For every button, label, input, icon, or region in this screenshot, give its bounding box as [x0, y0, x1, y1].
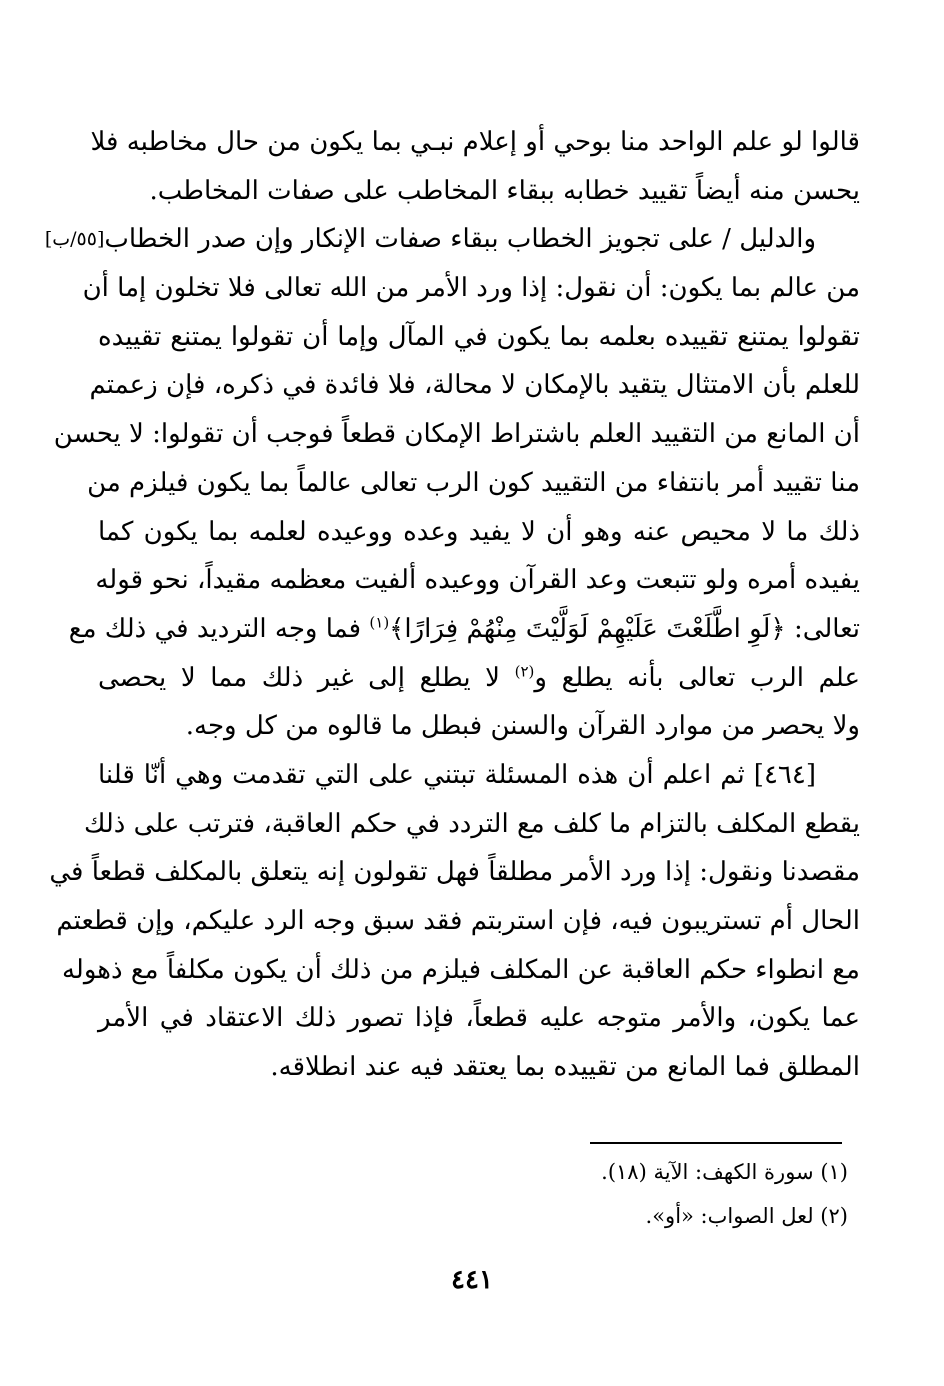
text-line: المطلق فما المانع من تقييده بما يعتقد فيه عند انطلاقه.	[270, 1052, 860, 1083]
paragraph-text: ثم اعلم أن هذه المسئلة تبتني على التي تقدمت وهي أنّا قلنا	[98, 759, 745, 790]
quran-verse: ﴿لَوِ اطَّلَعْتَ عَلَيْهِمْ لَوَلَّيْتَ مِنْهُمْ فِرَارًا﴾	[389, 613, 786, 644]
text-line: يحسن منه أيضاً تقييد خطابه ببقاء المخاطب على صفات المخاطب.	[149, 175, 860, 206]
text-line: أن المانع من التقييد العلم باشتراط الإمكان قطعاً فوجب أن تقولوا: لا يحسن	[53, 419, 860, 450]
text-line	[98, 751, 860, 800]
paragraph-text: لا يطلع إلى غير ذلك مما لا يحصى	[98, 662, 501, 693]
text-line: تقولوا يمتنع تقييده بعلمه بما يكون في المآل وإما أن تقولوا يمتنع تقييده	[98, 321, 860, 352]
paragraph-text: فما وجه الترديد في ذلك مع	[68, 613, 362, 644]
folio-marker: [٥٥/ب]	[44, 228, 105, 251]
text-line: ذلك ما لا محيص عنه وهو أن لا يفيد وعده ووعيده لعلمه بما يكون كما	[98, 516, 860, 547]
main-text-block	[44, 118, 860, 1092]
text-line	[44, 215, 860, 264]
footnote-2: (٢) لعل الصواب: «أو».	[645, 1204, 848, 1228]
text-line: الحال أم تستريبون فيه، فإن استربتم فقد سبق وجه الرد عليكم، وإن قطعتم	[56, 906, 860, 936]
verse-prefix: تعالى:	[793, 613, 860, 644]
footnote-ref-2: (٢)	[514, 661, 535, 680]
text-line: ولا يحصر من موارد القرآن والسنن فبطل ما قالوه من كل وجه.	[185, 711, 860, 742]
section-number: [٤٦٤]	[753, 759, 817, 790]
text-line: مقصدنا ونقول: إذا ورد الأمر مطلقاً فهل تقولون إنه يتعلق بالمكلف قطعاً في	[49, 857, 860, 888]
text-line: يفيده أمره ولو تتبعت وعد القرآن ووعيده ألفيت معظمه مقيداً، نحو قوله	[95, 565, 860, 596]
footnote-1: (١) سورة الكهف: الآية (١٨).	[601, 1160, 848, 1184]
text-line: قالوا لو علم الواحد منا بوحي أو إعلام نبـي بما يكون من حال مخاطبه فلا	[90, 127, 860, 157]
text-line: مع انطواء حكم العاقبة عن المكلف فيلزم من ذلك أن يكون مكلفاً مع ذهوله	[61, 954, 860, 985]
text-line	[68, 605, 860, 654]
text-line: يقطع المكلف بالتزام ما كلف مع التردد في حكم العاقبة، فترتب على ذلك	[83, 808, 860, 839]
text-line	[98, 654, 860, 703]
footnote-ref-1: (١)	[369, 613, 390, 632]
paragraph-text: علم الرب تعالى بأنه يطلع و	[534, 662, 860, 693]
paragraph-text: والدليل / على تجويز الخطاب ببقاء صفات الإنكار وإن صدر الخطاب	[104, 224, 816, 255]
text-line: منا تقييد أمر بانتفاء من التقييد كون الرب تعالى عالماً بما يكون فيلزم من	[87, 467, 860, 498]
page-number: ٤٤١	[451, 1265, 493, 1295]
text-line: للعلم بأن الامتثال يتقيد بالإمكان لا محالة، فلا فائدة في ذكره، فإن زعمتم	[89, 370, 860, 401]
text-line: عما يكون، والأمر متوجه عليه قطعاً، فإذا تصور ذلك الاعتقاد في الأمر	[98, 1003, 860, 1034]
footnote-separator	[590, 1142, 842, 1144]
text-line: من عالم بما يكون: أن نقول: إذا ورد الأمر من الله تعالى فلا تخلون إما أن	[82, 273, 860, 304]
footnotes	[400, 1150, 848, 1238]
